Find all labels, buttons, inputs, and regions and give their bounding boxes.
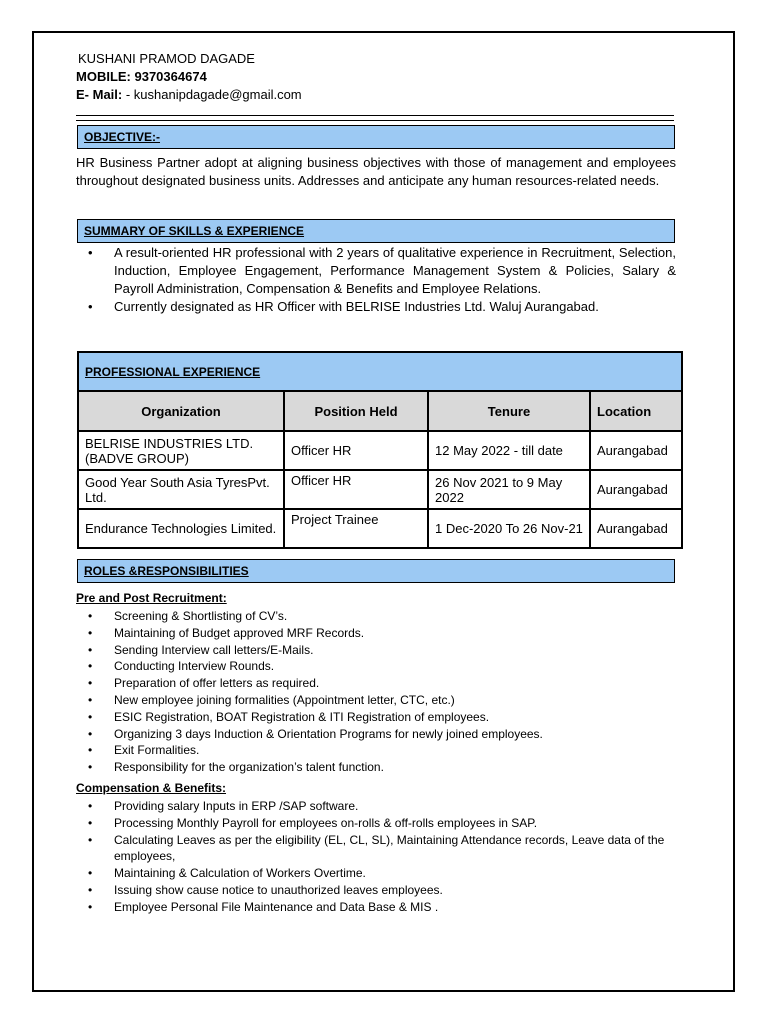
objective-title: OBJECTIVE:- xyxy=(84,130,161,144)
table-cell: Officer HR xyxy=(284,431,428,470)
list-item: • Sending Interview call letters/E-Mails. xyxy=(76,642,676,659)
column-header: Position Held xyxy=(284,391,428,431)
table-row xyxy=(78,431,682,470)
experience-table xyxy=(77,351,683,549)
list-item: • Providing salary Inputs in ERP /SAP software. xyxy=(76,798,676,815)
header-divider xyxy=(76,115,674,121)
resume-page xyxy=(32,31,735,992)
list-item: • A result-oriented HR professional with 2 years of qualitative experience in Recruitment, Selection, Induction, Employee Engagement, Performance Management System & Policies, Salary & Payroll Administration, Compensation & Benefits and Employee Relations. xyxy=(76,244,676,298)
list-item: • Conducting Interview Rounds. xyxy=(76,658,676,675)
table-cell: Officer HR xyxy=(284,470,428,509)
list-item: • Issuing show cause notice to unauthorized leaves employees. xyxy=(76,882,676,899)
experience-heading xyxy=(78,352,682,391)
list-item: • Maintaining of Budget approved MRF Records. xyxy=(76,625,676,642)
objective-text: HR Business Partner adopt at aligning business objectives with those of management and employees throughout designated business units. Addresses and anticipate any human resources-related needs. xyxy=(76,155,676,188)
objective-heading xyxy=(77,125,675,149)
list-item: • New employee joining formalities (Appointment letter, CTC, etc.) xyxy=(76,692,676,709)
email-value: - kushanipdagade@gmail.com xyxy=(122,87,302,102)
column-header: Tenure xyxy=(428,391,590,431)
table-cell: Aurangabad xyxy=(590,509,682,548)
skills-heading xyxy=(77,219,675,243)
email-label: E- Mail: xyxy=(76,87,123,102)
recruitment-list xyxy=(76,608,676,776)
list-item: • ESIC Registration, BOAT Registration & ITI Registration of employees. xyxy=(76,709,676,726)
column-header: Organization xyxy=(78,391,284,431)
list-item: • Processing Monthly Payroll for employees on-rolls & off-rolls employees in SAP. xyxy=(76,815,676,832)
table-cell: Aurangabad xyxy=(590,431,682,470)
list-item: • Preparation of offer letters as required. xyxy=(76,675,676,692)
skills-title: SUMMARY OF SKILLS & EXPERIENCE xyxy=(84,224,305,238)
roles-heading xyxy=(77,559,675,583)
list-item: • Responsibility for the organization’s talent function. xyxy=(76,759,676,776)
compensation-subheading: Compensation & Benefits: xyxy=(76,781,227,795)
table-cell: Aurangabad xyxy=(590,470,682,509)
recruitment-subheading: Pre and Post Recruitment: xyxy=(76,591,227,605)
table-row xyxy=(78,509,682,548)
list-item: • Exit Formalities. xyxy=(76,742,676,759)
table-cell: 12 May 2022 - till date xyxy=(428,431,590,470)
column-header: Location xyxy=(590,391,682,431)
candidate-name: KUSHANI PRAMOD DAGADE xyxy=(78,51,255,66)
table-cell: 1 Dec-2020 To 26 Nov-21 xyxy=(428,509,590,548)
table-cell: BELRISE INDUSTRIES LTD. (BADVE GROUP) xyxy=(78,431,284,470)
roles-title: ROLES &RESPONSIBILITIES xyxy=(84,564,249,578)
experience-title: PROFESSIONAL EXPERIENCE xyxy=(85,364,261,379)
mobile-number: MOBILE: 9370364674 xyxy=(76,69,207,84)
list-item: • Employee Personal File Maintenance and Data Base & MIS . xyxy=(76,899,676,916)
list-item: • Currently designated as HR Officer with BELRISE Industries Ltd. Waluj Aurangabad. xyxy=(76,298,676,316)
skills-list xyxy=(76,244,676,316)
list-item: • Screening & Shortlisting of CV’s. xyxy=(76,608,676,625)
email-line xyxy=(76,87,302,102)
table-cell: Project Trainee xyxy=(284,509,428,548)
table-cell: Good Year South Asia TyresPvt. Ltd. xyxy=(78,470,284,509)
list-item: • Organizing 3 days Induction & Orientation Programs for newly joined employees. xyxy=(76,726,676,743)
compensation-list xyxy=(76,798,676,916)
table-row xyxy=(78,470,682,509)
list-item: • Calculating Leaves as per the eligibility (EL, CL, SL), Maintaining Attendance records, Leave data of the employees, xyxy=(76,832,676,866)
table-cell: Endurance Technologies Limited. xyxy=(78,509,284,548)
list-item: • Maintaining & Calculation of Workers Overtime. xyxy=(76,865,676,882)
table-header-row xyxy=(78,391,682,431)
table-cell: 26 Nov 2021 to 9 May 2022 xyxy=(428,470,590,509)
